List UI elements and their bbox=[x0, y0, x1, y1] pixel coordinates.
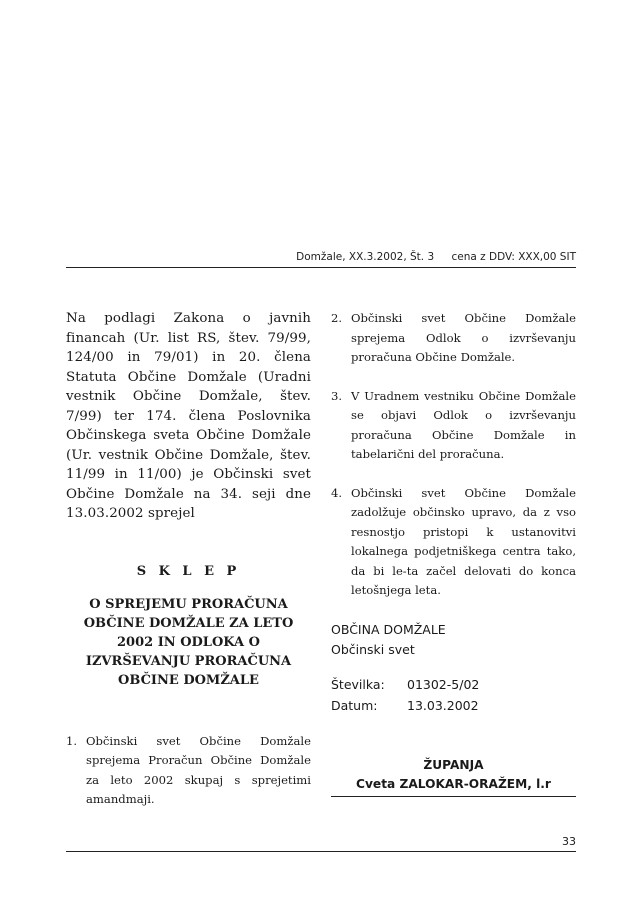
list-item-4 bbox=[331, 484, 576, 601]
date-row bbox=[331, 695, 576, 716]
date-value: 13.03.2002 bbox=[407, 697, 479, 713]
signature-role: ŽUPANJA bbox=[423, 757, 484, 772]
item-text: V Uradnem vestniku Občine Domžale se objavi Odlok o izvrševanju proračuna Občine Domžale in tabelarični del proračuna. bbox=[351, 388, 576, 461]
issue-info: Domžale, XX.3.2002, Št. 3 bbox=[296, 251, 435, 263]
list-item-2 bbox=[331, 309, 576, 368]
number-label: Številka: bbox=[331, 676, 385, 692]
municipality-body: Občinski svet bbox=[331, 641, 415, 657]
items-list-right bbox=[331, 309, 576, 601]
number-value: 01302-5/02 bbox=[407, 676, 480, 692]
number-row bbox=[331, 674, 576, 695]
item-number: 4. bbox=[331, 485, 343, 500]
municipality-name: OBČINA DOMŽALE bbox=[331, 621, 446, 637]
item-text: Občinski svet Občine Domžale sprejema Odlok o izvrševanju proračuna Občine Domžale. bbox=[351, 311, 576, 364]
item-text: Občinski svet Občine Domžale zadolžuje občinsko upravo, da z vso resnostjo pristopi k ustanovitvi lokalnega podjetniškega centra tako, da bi le-ta začel delovati do konca letošnjega leta. bbox=[351, 485, 576, 597]
sklep-title: S K L E P bbox=[136, 563, 241, 579]
signature-block bbox=[331, 756, 576, 797]
item-number: 3. bbox=[331, 388, 343, 403]
item-number: 2. bbox=[331, 311, 343, 325]
municipality-block bbox=[331, 620, 576, 660]
footer-rule bbox=[66, 851, 576, 852]
intro-paragraph: Na podlagi Zakona o javnih financah (Ur. list RS, štev. 79/99, 124/00 in 79/01) in 20. člena Statuta Občine Domžale (Uradni vestnik Občine Domžale, štev. 7/99) ter 174. člena Poslovnika Občinskega sveta Občine Domžale (Ur. vestnik Občine Domžale, štev. 11/99 in 11/00) je Občinski svet Občine Domžale na 34. seji dne 13.03.2002 sprejel bbox=[66, 311, 311, 521]
item-number: 1. bbox=[66, 733, 78, 748]
resolution-title: O SPREJEMU PRORAČUNA OBČINE DOMŽALE ZA LETO 2002 IN ODLOKA O IZVRŠEVANJU PRORAČUNA OBČINE DOMŽALE bbox=[83, 596, 294, 688]
price-info: cena z DDV: XXX,00 SIT bbox=[451, 251, 576, 263]
signature-name: Cveta ZALOKAR-ORAŽEM, l.r bbox=[356, 776, 551, 791]
list-item-1 bbox=[66, 732, 311, 810]
page-number: 33 bbox=[562, 835, 576, 848]
item-text: Občinski svet Občine Domžale sprejema Proračun Občine Domžale za leto 2002 skupaj s sprejetimi amandmaji. bbox=[86, 733, 311, 806]
page-header bbox=[66, 251, 576, 263]
items-list-left bbox=[66, 732, 311, 810]
header-rule bbox=[66, 267, 576, 268]
right-column bbox=[331, 309, 576, 797]
document-meta bbox=[331, 674, 576, 716]
left-column bbox=[66, 309, 311, 810]
date-label: Datum: bbox=[331, 697, 378, 713]
list-item-3 bbox=[331, 387, 576, 465]
